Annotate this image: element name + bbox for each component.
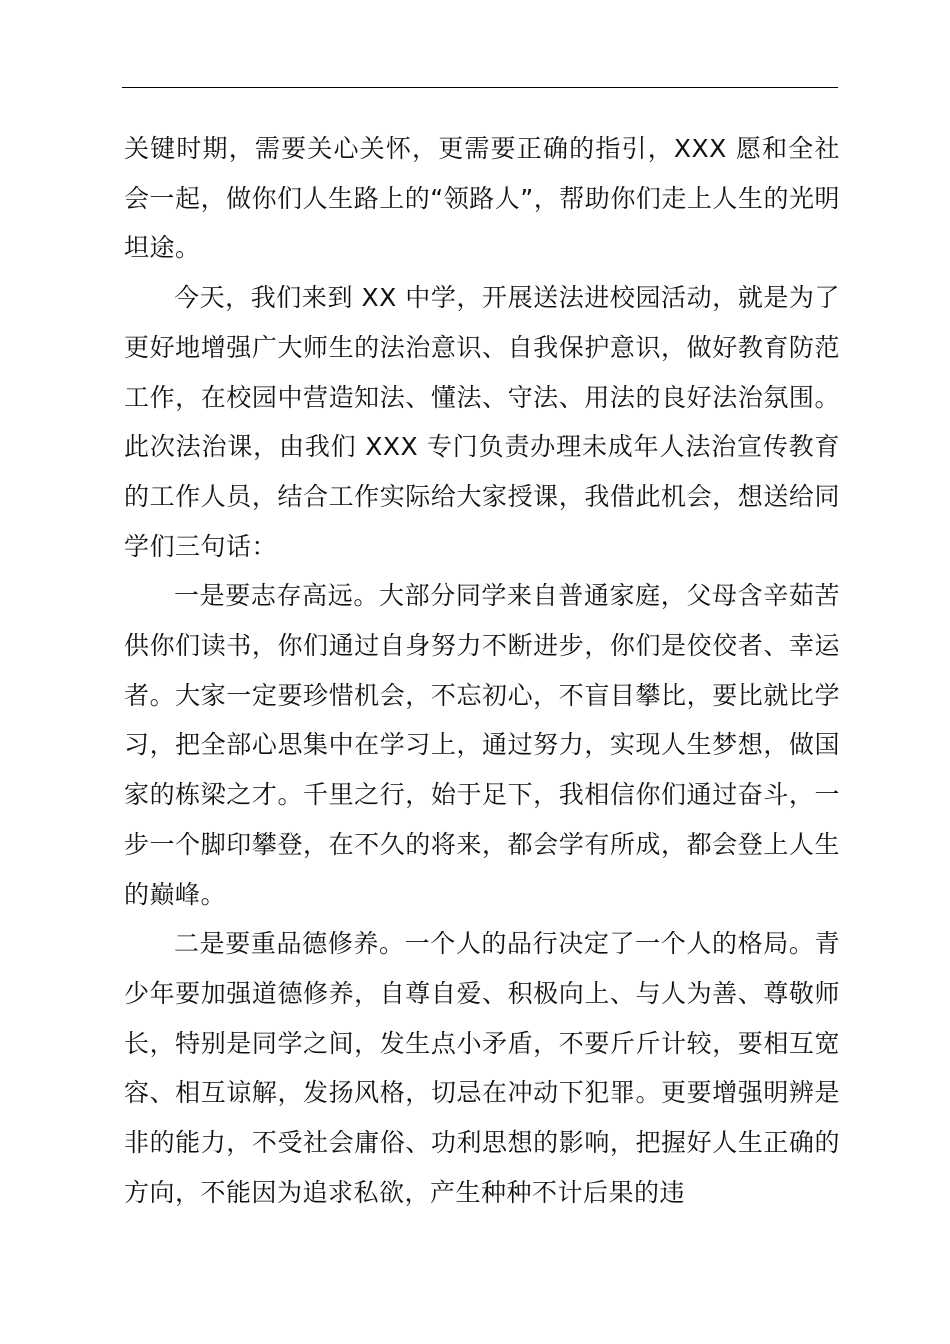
paragraph-continuation: 关键时期，需要关心关怀，更需要正确的指引，XXX 愿和全社会一起，做你们人生路上的“领路人”，帮助你们走上人生的光明坦途。 (124, 134, 840, 263)
paragraph-point-one: 一是要志存高远。大部分同学来自普通家庭，父母含辛茹苦供你们读书，你们通过自身努力不断进步，你们是佼佼者、幸运者。大家一定要珍惜机会，不忘初心，不盲目攀比，要比就比学习，把全部心思集中在学习上，通过努力，实现人生梦想，做国家的栋梁之才。千里之行，始于足下，我相信你们通过奋斗，一步一个脚印攀登，在不久的将来，都会学有所成，都会登上人生的巅峰。 (124, 581, 840, 909)
paragraph-point-two: 二是要重品德修养。一个人的品行决定了一个人的格局。青少年要加强道德修养，自尊自爱、积极向上、与人为善、尊敬师长，特别是同学之间，发生点小矛盾，不要斤斤计较，要相互宽容、相互谅解，发扬风格，切忌在冲动下犯罪。更要增强明辨是非的能力，不受社会庸俗、功利思想的影响，把握好人生正确的方向，不能因为追求私欲，产生种种不计后果的违 (124, 929, 840, 1207)
paragraph-activity-intro: 今天，我们来到 XX 中学，开展送法进校园活动，就是为了更好地增强广大师生的法治意识、自我保护意识，做好教育防范工作，在校园中营造知法、懂法、守法、用法的良好法治氛围。此次法治课，由我们 XXX 专门负责办理未成年人法治宣传教育的工作人员，结合工作实际给大家授课，我借此机会，想送给同学们三句话： (124, 283, 840, 561)
document-body (124, 124, 840, 1217)
header-rule (122, 87, 838, 88)
